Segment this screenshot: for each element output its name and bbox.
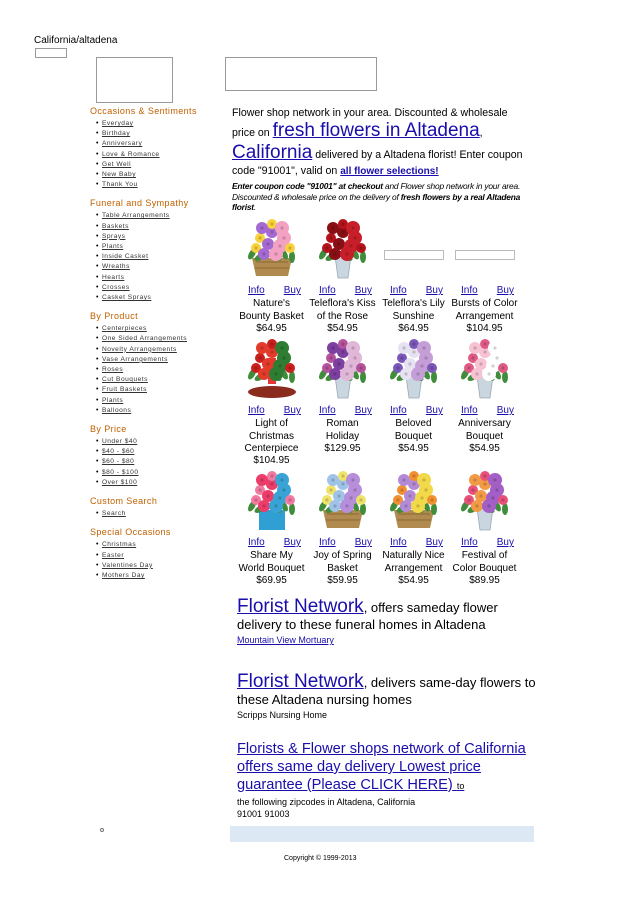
product-name: Roman Holiday <box>325 418 360 442</box>
sidebar-link[interactable]: Hearts <box>101 273 125 281</box>
product-thumbnail[interactable] <box>236 468 307 532</box>
buy-link[interactable]: Buy <box>425 405 443 416</box>
product-price: $54.95 <box>327 322 358 334</box>
sidebar-section-title: Special Occasions <box>90 527 171 538</box>
product-grid-row-3 <box>236 468 520 587</box>
flower-image <box>242 470 302 532</box>
product-grid-row-2 <box>236 336 520 467</box>
sidebar-section-title: Occasions & Sentiments <box>90 106 197 116</box>
info-link[interactable]: Info <box>248 405 265 416</box>
buy-link[interactable]: Buy <box>496 405 514 416</box>
sidebar-link[interactable]: Under $40 <box>101 438 138 446</box>
sidebar-item <box>96 406 220 416</box>
product-name: Festival of Color Bouquet <box>452 550 517 574</box>
sidebar-item <box>96 324 220 334</box>
sidebar-item <box>96 478 220 488</box>
sidebar-item <box>96 540 220 550</box>
product-name: Teleflora's Kiss of the Rose <box>309 298 376 322</box>
product-row <box>236 468 520 587</box>
sidebar-link[interactable]: Easter <box>101 551 125 559</box>
image-placeholder-small <box>35 48 67 58</box>
info-link[interactable]: Info <box>248 285 265 296</box>
sidebar-link[interactable]: Anniversary <box>101 140 143 148</box>
product-name: Bursts of Color Arrangement <box>451 298 518 322</box>
product-price: $54.95 <box>469 442 500 454</box>
product-thumbnail[interactable] <box>236 216 307 280</box>
network-section: Florists & Flower shops network of California offers same day delivery Lowest price guarantee (Please CLICK HERE) to the following zipcodes in Altadena, California 91001 91003 <box>237 740 537 819</box>
info-link[interactable]: Info <box>390 537 407 548</box>
copyright-text: Copyright © 1999-2013 <box>284 855 357 862</box>
info-buy-links <box>236 537 307 549</box>
product-price: $64.95 <box>398 322 429 334</box>
product-price: $129.95 <box>324 442 361 454</box>
info-buy-links <box>378 405 449 417</box>
sidebar-link[interactable]: Valentines Day <box>101 561 153 569</box>
sidebar-link[interactable]: Birthday <box>101 130 131 138</box>
buy-link[interactable]: Buy <box>496 537 514 548</box>
california-link[interactable]: California <box>232 142 313 163</box>
info-link[interactable]: Info <box>461 537 478 548</box>
product-thumbnail[interactable] <box>449 336 520 400</box>
product-price: $64.95 <box>256 322 287 334</box>
sidebar-list <box>96 540 220 581</box>
nursing-home-name: Scripps Nursing Home <box>237 710 328 720</box>
product-thumbnail[interactable] <box>378 468 449 532</box>
intro-text: Flower shop network in your area. Discounted & wholesale price on fresh flowers in Altadena, California delivered by a Altadena florist! Enter coupon code "91001", valid on all flower selections! <box>232 107 523 177</box>
info-link[interactable]: Info <box>248 537 265 548</box>
product-name: Share My World Bouquet <box>238 550 305 574</box>
logo-placeholder <box>96 57 173 103</box>
sidebar-item <box>96 262 220 272</box>
info-link[interactable]: Info <box>390 405 407 416</box>
product-thumbnail[interactable] <box>449 468 520 532</box>
sidebar-link[interactable]: Novelty Arrangements <box>101 345 177 353</box>
sidebar-item <box>96 334 220 344</box>
info-buy-links <box>307 537 378 549</box>
buy-link[interactable]: Buy <box>283 285 301 296</box>
product-thumbnail[interactable] <box>307 216 378 280</box>
sidebar-item <box>96 551 220 561</box>
product-thumbnail[interactable] <box>449 216 520 280</box>
sidebar-item <box>96 150 220 160</box>
product-card <box>378 468 449 587</box>
sidebar-list <box>96 211 220 303</box>
funeral-section: Florist Network, offers sameday flower delivery to these funeral homes in Altadena Mountain View Mortuary <box>237 596 498 645</box>
product-thumbnail[interactable] <box>307 468 378 532</box>
sidebar-link[interactable]: Sprays <box>101 232 126 240</box>
product-row <box>236 216 520 335</box>
sidebar-item <box>96 283 220 293</box>
sidebar-link[interactable]: New Baby <box>101 171 137 179</box>
sidebar-link[interactable]: Plants <box>101 396 124 404</box>
sidebar-item <box>96 242 220 252</box>
sidebar-link[interactable]: Vase Arrangements <box>101 355 168 363</box>
buy-link[interactable]: Buy <box>496 285 514 296</box>
product-card <box>449 468 520 587</box>
sidebar-list <box>96 324 220 416</box>
product-card <box>449 336 520 467</box>
info-link[interactable]: Info <box>319 285 336 296</box>
sidebar-link[interactable]: One Sided Arrangements <box>101 335 187 343</box>
buy-link[interactable]: Buy <box>283 405 301 416</box>
nursing-section: Florist Network, delivers same-day flowers to these Altadena nursing homes Scripps Nursing Home <box>237 671 536 720</box>
product-price: $54.95 <box>398 574 429 586</box>
product-card <box>307 216 378 335</box>
sidebar-link[interactable]: Fruit Baskets <box>101 386 147 394</box>
buy-link[interactable]: Buy <box>283 537 301 548</box>
sidebar-item <box>96 211 220 221</box>
sidebar-item <box>96 180 220 190</box>
product-card <box>236 336 307 467</box>
product-price: $89.95 <box>469 574 500 586</box>
image-placeholder <box>384 250 444 260</box>
info-buy-links <box>236 405 307 417</box>
breadcrumb: California/altadena <box>34 35 118 46</box>
product-thumbnail[interactable] <box>378 336 449 400</box>
bullet-dot <box>100 828 104 832</box>
click-here-link[interactable]: Florists & Flower shops network of California offers same day delivery Lowest price guarantee (Please CLICK HERE) <box>237 741 526 793</box>
flower-image <box>242 338 302 400</box>
flower-image <box>313 338 373 400</box>
product-price: $59.95 <box>327 574 358 586</box>
sidebar-link[interactable]: Wreaths <box>101 263 130 271</box>
flower-image <box>384 338 444 400</box>
info-link[interactable]: Info <box>319 405 336 416</box>
sidebar-item <box>96 160 220 170</box>
sidebar-item <box>96 232 220 242</box>
sidebar-link[interactable]: Roses <box>101 366 124 374</box>
flower-image <box>455 338 515 400</box>
sidebar-link[interactable]: Thank You <box>101 181 138 189</box>
all-selections-link[interactable]: all flower selections! <box>340 166 439 177</box>
product-thumbnail[interactable] <box>307 336 378 400</box>
sidebar-item <box>96 139 220 149</box>
flower-image <box>242 218 302 280</box>
sidebar-link[interactable]: Centerpieces <box>101 325 147 333</box>
sidebar-item <box>96 273 220 283</box>
info-buy-links <box>449 405 520 417</box>
footer-bar <box>230 826 534 842</box>
product-price: $104.95 <box>466 322 503 334</box>
info-buy-links <box>378 537 449 549</box>
sidebar-section-title: Funeral and Sympathy <box>90 198 189 209</box>
info-buy-links <box>378 285 449 297</box>
product-card <box>236 216 307 335</box>
sidebar-item <box>96 571 220 581</box>
product-card <box>449 216 520 335</box>
info-buy-links <box>307 405 378 417</box>
product-card <box>307 468 378 587</box>
banner-placeholder <box>225 57 377 91</box>
sidebar-link[interactable]: Love & Romance <box>101 150 160 158</box>
sidebar-item <box>96 457 220 467</box>
flower-image <box>384 470 444 532</box>
sidebar-item <box>96 396 220 406</box>
intro-section <box>232 106 532 213</box>
sidebar-link[interactable]: Table Arrangements <box>101 212 170 220</box>
sidebar-link[interactable]: Search <box>101 510 126 518</box>
sidebar-item <box>96 468 220 478</box>
info-buy-links <box>449 537 520 549</box>
sidebar-item <box>96 129 220 139</box>
sidebar-list <box>96 437 220 488</box>
sidebar-item <box>96 355 220 365</box>
sidebar-section-title: By Product <box>90 311 139 322</box>
zipcodes: 91001 91003 <box>237 809 290 819</box>
sidebar-item <box>96 561 220 571</box>
sidebar-link[interactable]: Mothers Day <box>101 571 145 579</box>
product-card <box>236 468 307 587</box>
florist-network-link-2[interactable]: Florist Network <box>237 671 364 692</box>
sidebar-item <box>96 345 220 355</box>
flower-image <box>455 470 515 532</box>
sidebar-item <box>96 447 220 457</box>
product-name: Anniversary Bouquet <box>458 418 511 442</box>
product-price: $104.95 <box>253 455 290 467</box>
buy-link[interactable]: Buy <box>354 537 372 548</box>
product-thumbnail[interactable] <box>378 216 449 280</box>
product-card <box>307 336 378 467</box>
info-buy-links <box>307 285 378 297</box>
product-name: Joy of Spring Basket <box>313 550 372 574</box>
info-link[interactable]: Info <box>461 405 478 416</box>
sidebar-link[interactable]: Plants <box>101 243 124 251</box>
product-card <box>378 336 449 467</box>
sidebar-item <box>96 293 220 303</box>
sidebar-link[interactable]: Cut Bouquets <box>101 376 148 384</box>
product-name: Naturally Nice Arrangement <box>382 550 445 574</box>
sidebar-item <box>96 437 220 447</box>
product-card <box>378 216 449 335</box>
sidebar-item <box>96 222 220 232</box>
sidebar-item <box>96 119 220 129</box>
info-link[interactable]: Info <box>319 537 336 548</box>
sidebar-link[interactable]: Christmas <box>101 541 137 549</box>
product-thumbnail[interactable] <box>236 336 307 400</box>
funeral-home-link[interactable]: Mountain View Mortuary <box>237 635 334 645</box>
sidebar-section-title: Custom Search <box>90 496 158 507</box>
fresh-flowers-link[interactable]: fresh flowers in Altadena <box>272 120 480 141</box>
sidebar-link[interactable]: Casket Sprays <box>101 294 152 302</box>
sidebar-item <box>96 170 220 180</box>
info-buy-links <box>449 285 520 297</box>
florist-network-link[interactable]: Florist Network <box>237 596 364 617</box>
info-buy-links <box>236 285 307 297</box>
sidebar-item <box>96 252 220 262</box>
sidebar-link[interactable]: $60 - $80 <box>101 458 135 466</box>
buy-link[interactable]: Buy <box>425 537 443 548</box>
product-name: Beloved Bouquet <box>394 418 433 442</box>
buy-link[interactable]: Buy <box>354 285 372 296</box>
sidebar-link[interactable]: Baskets <box>101 222 129 230</box>
buy-link[interactable]: Buy <box>425 285 443 296</box>
sidebar-link[interactable]: Balloons <box>101 406 132 414</box>
sidebar-link[interactable]: Over $100 <box>101 478 138 486</box>
buy-link[interactable]: Buy <box>354 405 372 416</box>
sidebar-link[interactable]: $40 - $60 <box>101 448 135 456</box>
sidebar-link[interactable]: Crosses <box>101 283 130 291</box>
coupon-note: Enter coupon code "91001" at checkout and Flower shop network in your area. Discounted & wholesale price on the delivery of fresh flowers by a real Altadena florist. <box>232 181 521 212</box>
sidebar-section-title: By Price <box>90 424 127 435</box>
sidebar-link[interactable]: Inside Casket <box>101 253 149 261</box>
info-link[interactable]: Info <box>390 285 407 296</box>
sidebar-list <box>96 119 220 190</box>
sidebar-item <box>96 375 220 385</box>
flower-image <box>313 470 373 532</box>
product-name: Teleflora's Lily Sunshine <box>382 298 445 322</box>
product-price: $69.95 <box>256 574 287 586</box>
flower-image <box>313 218 373 280</box>
sidebar-link[interactable]: Get Well <box>101 160 132 168</box>
sidebar-item <box>96 385 220 395</box>
product-grid-row-1 <box>236 216 520 335</box>
product-name: Nature's Bounty Basket <box>239 298 304 322</box>
sidebar-link[interactable]: $80 - $100 <box>101 468 139 476</box>
sidebar-link[interactable]: Everyday <box>101 120 134 127</box>
product-price: $54.95 <box>398 442 429 454</box>
sidebar-item <box>96 509 220 519</box>
image-placeholder <box>455 250 515 260</box>
sidebar-nav <box>90 106 220 589</box>
sidebar-list <box>96 509 220 519</box>
sidebar-item <box>96 365 220 375</box>
info-link[interactable]: Info <box>461 285 478 296</box>
product-name: Light of Christmas Centerpiece <box>244 418 299 454</box>
product-row <box>236 336 520 467</box>
